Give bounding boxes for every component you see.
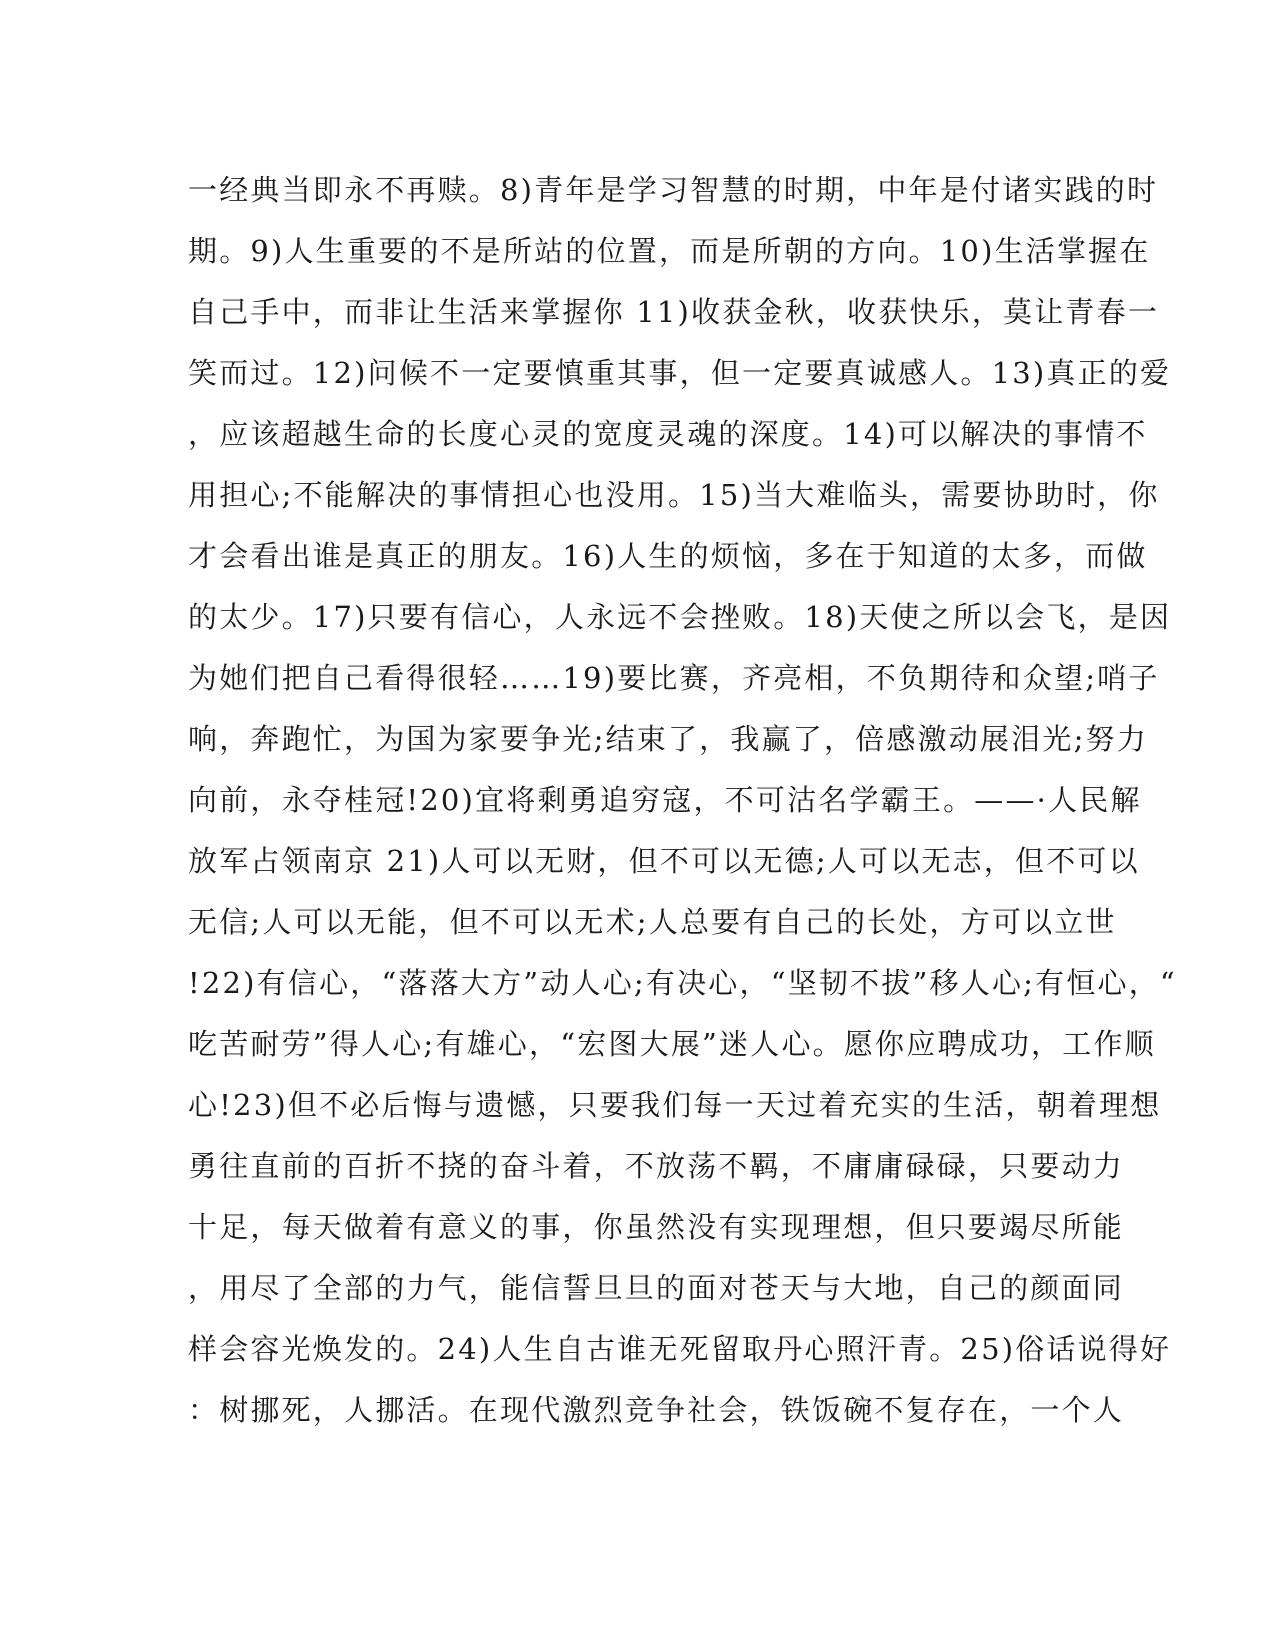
text-line-10: 响，奔跑忙，为国为家要争光;结束了，我赢了，倍感激动展泪光;努力 bbox=[188, 722, 1148, 756]
text-line-19: ，用尽了全部的力气，能信誓旦旦的面对苍天与大地，自己的颜面同 bbox=[188, 1271, 1125, 1305]
text-line-8: 的太少。17)只要有信心，人永远不会挫败。18)天使之所以会飞，是因 bbox=[188, 600, 1172, 634]
text-line-1: 一经典当即永不再赎。8)青年是学习智慧的时期，中年是付诸实践的时 bbox=[188, 173, 1159, 207]
text-line-3: 自己手中，而非让生活来掌握你 11)收获金秋，收获快乐，莫让青春一 bbox=[188, 295, 1160, 329]
text-line-9: 为她们把自己看得很轻……19)要比赛，齐亮相，不负期待和众望;哨子 bbox=[188, 661, 1160, 695]
text-line-16: 心!23)但不必后悔与遗憾，只要我们每一天过着充实的生活，朝着理想 bbox=[188, 1088, 1162, 1122]
text-line-6: 用担心;不能解决的事情担心也没用。15)当大难临头，需要协助时，你 bbox=[188, 478, 1160, 512]
text-line-2: 期。9)人生重要的不是所站的位置，而是所朝的方向。10)生活掌握在 bbox=[188, 234, 1151, 268]
text-line-21: ：树挪死，人挪活。在现代激烈竞争社会，铁饭碗不复存在，一个人 bbox=[188, 1393, 1125, 1427]
text-line-15: 吃苦耐劳”得人心;有雄心，“宏图大展”迷人心。愿你应聘成功，工作顺 bbox=[188, 1027, 1156, 1061]
text-line-20: 样会容光焕发的。24)人生自古谁无死留取丹心照汗青。25)俗话说得好 bbox=[188, 1332, 1172, 1366]
text-line-17: 勇往直前的百折不挠的奋斗着，不放荡不羁，不庸庸碌碌，只要动力 bbox=[188, 1149, 1125, 1183]
text-line-11: 向前，永夺桂冠!20)宜将剩勇追穷寇，不可沽名学霸王。——·人民解 bbox=[188, 783, 1142, 817]
text-line-7: 才会看出谁是真正的朋友。16)人生的烦恼，多在于知道的太多，而做 bbox=[188, 539, 1148, 573]
text-line-12: 放军占领南京 21)人可以无财，但不可以无德;人可以无志，但不可以 bbox=[188, 844, 1140, 878]
text-line-18: 十足，每天做着有意义的事，你虽然没有实现理想，但只要竭尽所能 bbox=[188, 1210, 1125, 1244]
body-text bbox=[188, 160, 1177, 1441]
text-line-4: 笑而过。12)问候不一定要慎重其事，但一定要真诚感人。13)真正的爱 bbox=[188, 356, 1172, 390]
text-line-5: ，应该超越生命的长度心灵的宽度灵魂的深度。14)可以解决的事情不 bbox=[188, 417, 1148, 451]
text-line-13: 无信;人可以无能，但不可以无术;人总要有自己的长处，方可以立世 bbox=[188, 905, 1117, 939]
text-line-14: !22)有信心，“落落大方”动人心;有决心，“坚韧不拔”移人心;有恒心，“ bbox=[188, 966, 1177, 1000]
